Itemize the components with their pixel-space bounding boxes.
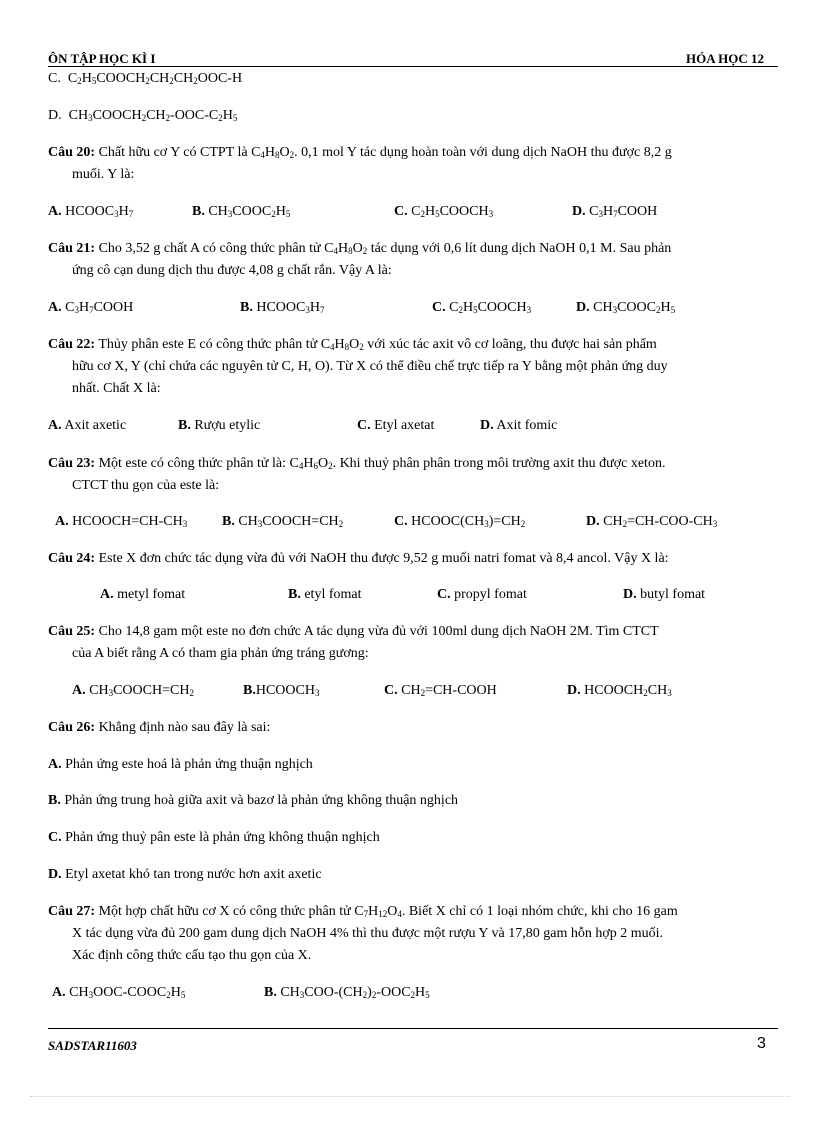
page-bottom-border [30, 1096, 790, 1097]
option-d: D. $HCOOCH_2CH_3$ [567, 683, 672, 698]
option-d: D. butyl fomat [623, 587, 706, 602]
question-27 [48, 903, 678, 921]
option-a: A. metyl fomat [100, 587, 186, 602]
option-b: B. Rượu etylic [178, 418, 261, 433]
header-rule [48, 66, 778, 67]
page-number: 3 [757, 1035, 766, 1052]
question-text: Cho 14,8 gam một este no đơn chức A tác dụng vừa đủ với 100ml dung dịch NaOH 2M. Tìm CTCT [98, 624, 659, 639]
footer-rule [48, 1028, 778, 1029]
question-26 [48, 719, 270, 737]
option-d: D. Axit fomic [480, 418, 558, 433]
option-d: D. $C_3H_7COOH$ [572, 204, 658, 219]
option-c: C. Phản ứng thuỷ pân este là phản ứng không thuận nghịch [48, 830, 380, 845]
question-22-cont: hữu cơ X, Y (chỉ chứa các nguyên tử C, H, O). Từ X có thể điều chế trực tiếp ra Y bằng một phản ứng duy [72, 359, 668, 374]
question-20-cont: muối. Y là: [72, 167, 135, 182]
option-d: D. Etyl axetat khó tan trong nước hơn axit axetic [48, 867, 322, 882]
footer-left: SADSTAR11603 [48, 1038, 137, 1053]
question-text: Este X đơn chức tác dụng vừa đủ với NaOH thu được 9,52 g muối natri fomat và 8,4 ancol. Vậy X là: [98, 551, 669, 566]
question-text: Cho 3,52 g chất A có công thức phân tử $C_4H_8O_2$ tác dụng với 0,6 lít dung dịch NaOH 0,1 M. Sau phản [98, 241, 672, 256]
header-left: ÔN TẬP HỌC KÌ I [48, 51, 156, 66]
question-label: Câu 26: [48, 720, 96, 735]
option-a: A. Axit axetic [48, 418, 127, 433]
option-c-carryover: C. $C_2H_5COOCH_2CH_2CH_2OOC-H$ [48, 71, 243, 86]
option-c: C. $HCOOC(CH_3)=CH_2$ [394, 514, 526, 529]
option-a: A. $CH_3COOCH=CH_2$ [72, 683, 194, 698]
option-a: A. $CH_3OOC-COOC_2H_5$ [52, 985, 186, 1000]
question-text: Thủy phân este E có công thức phân tử $C_4H_8O_2$ với xúc tác axit vô cơ loãng, thu được hai sản phẩm [98, 337, 657, 352]
option-c: C. propyl fomat [437, 587, 527, 602]
option-b: B. $CH_3COO-(CH_2)_2-OOC_2H_5$ [264, 985, 430, 1000]
option-a: A. $HCOOC_3H_7$ [48, 204, 134, 219]
option-c: C. $C_2H_5COOCH_3$ [394, 204, 494, 219]
option-c: C. $C_2H_5COOCH_3$ [432, 300, 532, 315]
question-23 [48, 455, 665, 473]
question-text: Một este có công thức phân tử là: $C_4H_6O_2$. Khi thuỷ phân phân trong môi trường axit thu được xeton. [98, 456, 666, 471]
question-label: Câu 20: [48, 145, 96, 160]
question-21-cont: ứng cô cạn dung dịch thu được 4,08 g chất rắn. Vậy A là: [72, 263, 392, 278]
question-text: Chất hữu cơ Y có CTPT là $C_4H_8O_2$. 0,1 mol Y tác dụng hoàn toàn với dung dịch NaOH thu được 8,2 g [98, 145, 672, 160]
option-b: B. $CH_3COOC_2H_5$ [192, 204, 291, 219]
option-d: D. $CH_2=CH-COO-CH_3$ [586, 514, 718, 529]
option-b: B. $CH_3COOCH=CH_2$ [222, 514, 344, 529]
question-25 [48, 623, 659, 641]
option-c: C. $CH_2=CH$-COOH [384, 683, 497, 698]
question-27-cont2: Xác định công thức cấu tạo thu gọn của X. [72, 948, 312, 963]
question-20 [48, 144, 672, 162]
option-d: D. $CH_3COOC_2H_5$ [576, 300, 676, 315]
question-21 [48, 240, 671, 258]
question-text: Khẳng định nào sau đây là sai: [98, 720, 271, 735]
option-b: B. Phản ứng trung hoà giữa axit và bazơ là phản ứng không thuận nghịch [48, 793, 459, 808]
question-text: Một hợp chất hữu cơ X có công thức phân tử $C_7H_{12}O_4$. Biết X chỉ có 1 loại nhóm chức, khi cho 16 gam [98, 904, 678, 919]
question-22 [48, 336, 657, 354]
option-a: A. $C_3H_7COOH$ [48, 300, 134, 315]
option-b: B. $HCOOC_3H_7$ [240, 300, 325, 315]
option-d-carryover: D. $CH_3COOCH_2CH_2-OOC-C_2H_5$ [48, 108, 238, 123]
question-27-cont: X tác dụng vừa đủ 200 gam dung dịch NaOH 4% thì thu được một rượu Y và 17,80 gam hỗn hợp 2 muối. [72, 926, 664, 941]
question-label: Câu 21: [48, 241, 96, 256]
option-a: A. $HCOOCH=CH-CH_3$ [55, 514, 188, 529]
question-label: Câu 22: [48, 337, 96, 352]
option-c: C. Etyl axetat [357, 418, 435, 433]
question-label: Câu 25: [48, 624, 96, 639]
question-label: Câu 24: [48, 551, 96, 566]
header-right: HÓA HỌC 12 [686, 51, 765, 66]
question-23-cont: CTCT thu gọn của este là: [72, 478, 220, 493]
option-b: $B.HCOOCH_3$ [243, 683, 320, 698]
question-label: Câu 23: [48, 456, 96, 471]
question-22-cont2: nhất. Chất X là: [72, 381, 161, 396]
question-label: Câu 27: [48, 904, 96, 919]
option-b: B. etyl fomat [288, 587, 362, 602]
question-25-cont: của A biết rằng A có tham gia phản ứng tráng gương: [72, 646, 369, 661]
option-a: A. Phản ứng este hoá là phản ứng thuận nghịch [48, 757, 313, 772]
question-24 [48, 550, 669, 568]
